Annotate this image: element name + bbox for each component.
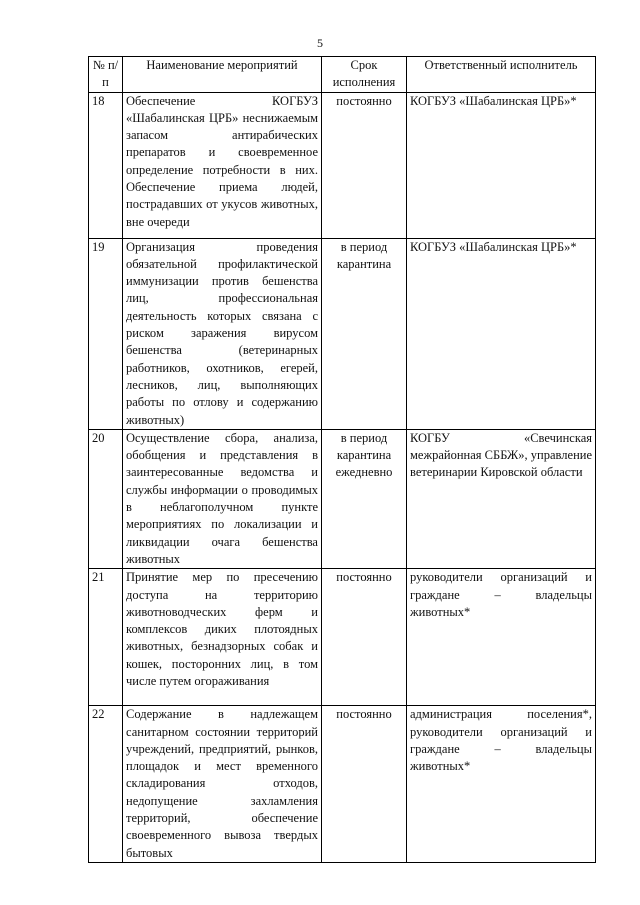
row-num: 20 xyxy=(89,429,123,568)
page-number: 5 xyxy=(317,36,323,50)
header-responsible: Ответственный исполнитель xyxy=(407,57,596,93)
row-num: 22 xyxy=(89,706,123,863)
row-responsible: КОГБУЗ «Шабалинская ЦРБ»* xyxy=(407,238,596,429)
row-name: Осуществление сбора, анализа, обобщения и представления в заинтересованные ведомства и службы информации о проводимых в неблагополучном пункте мероприятиях по локализации и ликвидации очага бешенства животных xyxy=(123,429,322,568)
row-term: в период карантина xyxy=(322,238,407,429)
header-name: Наименование мероприятий xyxy=(123,57,322,93)
measures-table xyxy=(88,56,596,863)
row-num: 19 xyxy=(89,238,123,429)
table-row xyxy=(89,429,596,568)
row-responsible: КОГБУЗ «Шабалинская ЦРБ»* xyxy=(407,92,596,238)
row-term: постоянно xyxy=(322,92,407,238)
table-row xyxy=(89,569,596,706)
row-name: Организация проведения обязательной профилактической иммунизации против бешенства лиц, профессиональная деятельность которых связана с риском заражения вирусом бешенства (ветеринарных работников, охотников, егерей, лесников, лиц, выполняющих работы по отлову и содержанию животных) xyxy=(123,238,322,429)
row-responsible: руководители организаций и граждане – владельцы животных* xyxy=(407,569,596,706)
table-row xyxy=(89,706,596,863)
row-name: Содержание в надлежащем санитарном состоянии территорий учреждений, предприятий, рынков, площадок и мест временного складирования отходов, недопущение захламления территорий, обеспечение своевременного вывоза твердых бытовых xyxy=(123,706,322,863)
header-term: Срок исполнения xyxy=(322,57,407,93)
row-name: Обеспечение КОГБУЗ «Шабалинская ЦРБ» неснижаемым запасом антирабических препаратов и своевременное определение потребности в них. Обеспечение приема людей, пострадавших от укусов животных, вне очереди xyxy=(123,92,322,238)
row-term: постоянно xyxy=(322,569,407,706)
row-term: в период карантина ежедневно xyxy=(322,429,407,568)
row-name: Принятие мер по пресечению доступа на территорию животноводческих ферм и комплексов диких плотоядных животных, безнадзорных собак и кошек, посторонних лиц, в том числе путем огораживания xyxy=(123,569,322,706)
row-num: 18 xyxy=(89,92,123,238)
header-num: № п/п xyxy=(89,57,123,93)
table-header xyxy=(89,57,596,93)
table-row xyxy=(89,92,596,238)
row-num: 21 xyxy=(89,569,123,706)
row-responsible: администрация поселения*, руководители организаций и граждане – владельцы животных* xyxy=(407,706,596,863)
row-responsible: КОГБУ «Свечинская межрайонная СББЖ», управление ветеринарии Кировской области xyxy=(407,429,596,568)
table-row xyxy=(89,238,596,429)
row-term: постоянно xyxy=(322,706,407,863)
